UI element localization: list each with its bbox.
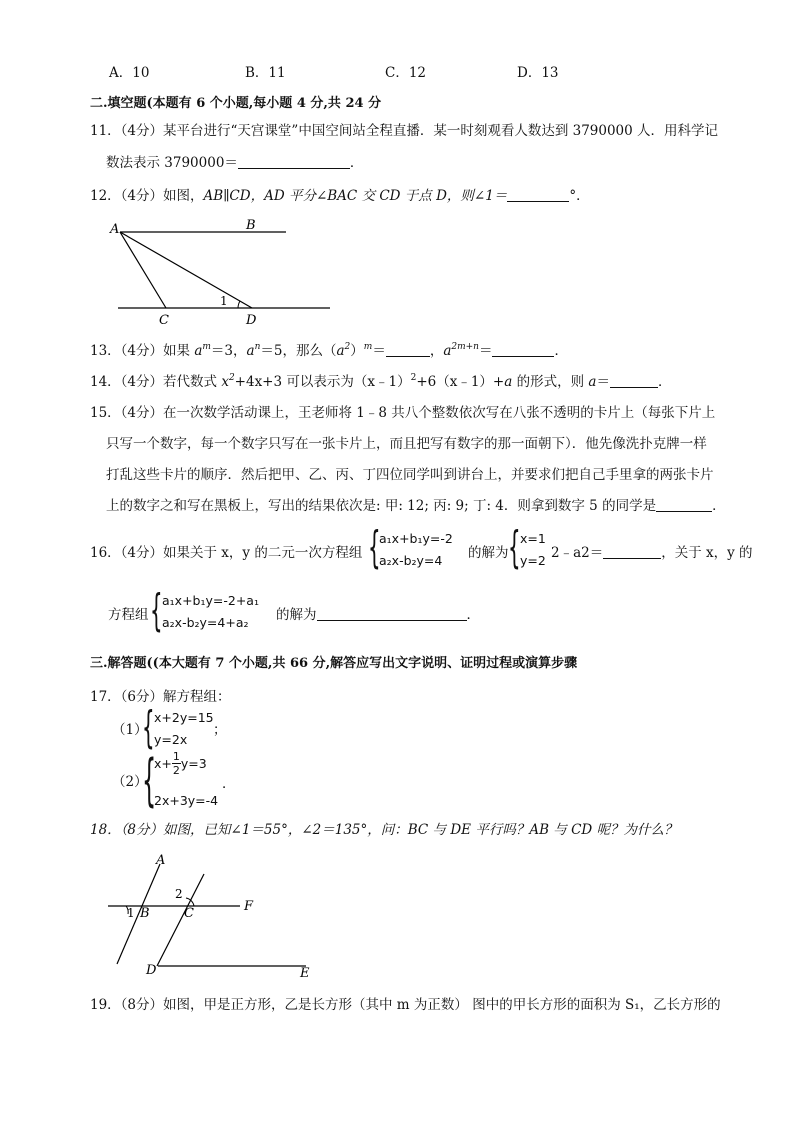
q18-label-d: D [146,963,157,978]
q12-figure [100,212,340,328]
q18-text: 18．（8分）如图，已知∠1＝55°，∠2＝135°，问：BC 与 DE 平行吗？AB 与 CD 呢？为什么？ [90,822,678,838]
q17-part2-end: ． [222,776,236,792]
q14-var-a: a [504,374,513,390]
q17-fraction [172,750,181,777]
q16-brace-1: { [368,522,381,573]
q16-answer-blank-1[interactable] [603,544,661,559]
q14-text-b: +4x+3 可以表示为（x﹣1） [234,374,411,390]
q13-text-g: ＝ [478,343,493,359]
q14-text-e: 的形式，则 [512,374,589,390]
q17-title: 17．（6分）解方程组： [90,689,231,705]
q17-p2-eq2: 2x+3y=-4 [154,793,219,808]
q16-text-f [276,603,480,623]
q17-frac-den: 2 [172,764,180,777]
q16-eq3: a₁x+b₁y=-2+a₁ [162,593,259,608]
q11-line2 [106,153,363,173]
q13-text-b: ＝3， [210,343,247,359]
q12-label-b: B [246,218,256,233]
q16-end: ． [466,607,480,623]
q14-exp-2: 2 [410,373,417,383]
q14-line [90,372,671,392]
q15-line1: 15．（4分）在一次数学活动课上，王老师将 1﹣8 共八个整数依次写在八张不透明的卡片上（每张下片上 [90,405,716,421]
q15-line3: 打乱这些卡片的顺序．然后把甲、乙、丙、丁四位同学叫到讲台上，并要求们把自己手里拿的两张卡片 [106,467,714,483]
section-2-heading: 二.填空题(本题有 6 个小题,每小题 4 分,共 24 分 [90,96,382,111]
q12-label-c: C [159,313,169,328]
q13-answer-blank-1[interactable] [386,342,430,357]
q16-brace-3: { [150,585,163,636]
choice-c: C．12 [385,65,427,81]
q18-figure [100,850,330,980]
q12-label-1: 1 [220,294,228,308]
q16-text-c [551,541,753,561]
q16-solution [520,528,546,572]
q11-answer-blank[interactable] [238,154,350,169]
q16-sol-y: y=2 [520,553,546,568]
q18-label-2: 2 [175,887,183,901]
q16-text-e: 方程组 [108,607,149,623]
q16-answer-blank-2[interactable] [317,606,467,621]
q15-answer-blank[interactable] [656,497,712,512]
q13-a-2mn: $a^{2m+n}$ [443,342,479,359]
q12-answer-blank[interactable] [507,187,569,202]
q12-line [90,186,590,206]
q13-a-sq: $a^2$ [336,342,351,359]
q14-answer-blank[interactable] [610,373,658,388]
q13-line [90,341,568,361]
q16-expr: 2﹣a2＝ [551,545,604,561]
q16-text-a: 16．（4分）如果关于 x，y 的二元一次方程组 [90,545,363,561]
q16-eq4: a₂x-b₂y=4+a₂ [162,615,249,630]
q15-line2: 只写一个数字，每一个数字只写在一张卡片上，而且把写有数字的那一面朝下）．他先像洗扑克牌一样 [106,436,707,452]
q14-x-sq: $x^2$ [221,373,235,390]
q12-label-a: A [110,222,120,237]
q13-text-d: ） [350,343,364,359]
q18-label-a: A [156,853,166,868]
q15-line4 [106,496,726,516]
q18-label-c: C [184,906,194,921]
q12-number: 12．（4分）如图， [90,188,204,204]
q15-text: 上的数字之和写在黑板上，写出的结果依次是: 甲: 12; 丙: 9; 丁: 4．则拿到数字 5 的同学是 [106,498,657,514]
q16-system-1 [379,528,453,572]
choice-d: D．13 [517,65,559,81]
q17-p1-eq1: x+2y=15 [154,710,214,725]
q16-sol-x: x=1 [520,531,546,546]
q11-text: 数法表示 3790000＝ [106,155,238,171]
choice-b: B．11 [245,65,286,81]
q14-var-a2: a [588,374,597,390]
q16-eq2: a₂x-b₂y=4 [379,553,443,568]
q16-text-b: 的解为 [468,545,509,561]
q19-line: 19．（8分）如图，甲是正方形，乙是长方形（其中 m 为正数） 图中的甲长方形的面积为 S₁，乙长方形的 [90,997,721,1013]
q18-label-1: 1 [127,906,135,920]
q16-brace-2: { [508,522,521,573]
q11-end: ． [349,155,364,171]
q14-text-a: 14．（4分）若代数式 [90,374,222,390]
q17-part2-label: （2） [112,774,148,790]
choice-a: A．10 [109,65,150,81]
q17-brace-2: { [142,748,157,813]
q13-answer-blank-2[interactable] [492,342,554,357]
q17-p2-eq1 [154,750,207,777]
section-3-heading: 三.解答题((本大题有 7 个小题,共 66 分,解答应写出文字说明、证明过程或演算步骤 [90,656,578,671]
q17-part1-end: ； [213,722,227,738]
q18-line [90,820,678,840]
q13-exp-m: m [363,342,373,352]
q13-text-c: ＝5，那么（ [260,343,337,359]
q12-text: AB∥CD，AD 平分∠BAC 交 CD 于点 D，则∠1＝ [203,188,508,204]
q13-text-f: ， [429,343,444,359]
q18-label-f: F [244,899,254,914]
q14-text-c: +6（x﹣1）+ [416,374,505,390]
q13-a-m: $a^m$ [194,342,211,359]
q16-text-d: ，关于 x，y 的 [661,545,753,561]
q13-text-e: ＝ [372,343,386,359]
q17-frac-num: 1 [172,750,180,763]
q14-text-g: ＝ [596,374,610,390]
q16-solve-label: 的解为 [276,607,317,623]
q16-system-2 [162,590,259,634]
q13-a-n: $a^n$ [246,342,261,359]
q16-eq1: a₁x+b₁y=-2 [379,531,453,546]
q11-line1: 11．（4分）某平台进行“天宫课堂”中国空间站全程直播．某一时刻观看人数达到 3790000 人．用科学记 [90,123,719,139]
q18-label-e: E [300,966,310,980]
q17-p2-eq1b: y=3 [180,756,207,771]
q13-text-h: ． [554,343,568,359]
q18-label-b: B [140,906,150,921]
q15-end: ． [712,498,726,514]
q12-end: °． [569,188,590,204]
q13-text-a: 13．（4分）如果 [90,343,195,359]
q14-text-h: ． [657,374,672,390]
q17-brace-1: { [142,702,155,753]
q17-system-1 [154,707,214,751]
q17-p1-eq2: y=2x [154,732,188,747]
q17-p2-eq1a: x+ [154,756,172,771]
q17-part1-label: （1） [112,722,148,738]
q12-label-d: D [246,313,257,328]
